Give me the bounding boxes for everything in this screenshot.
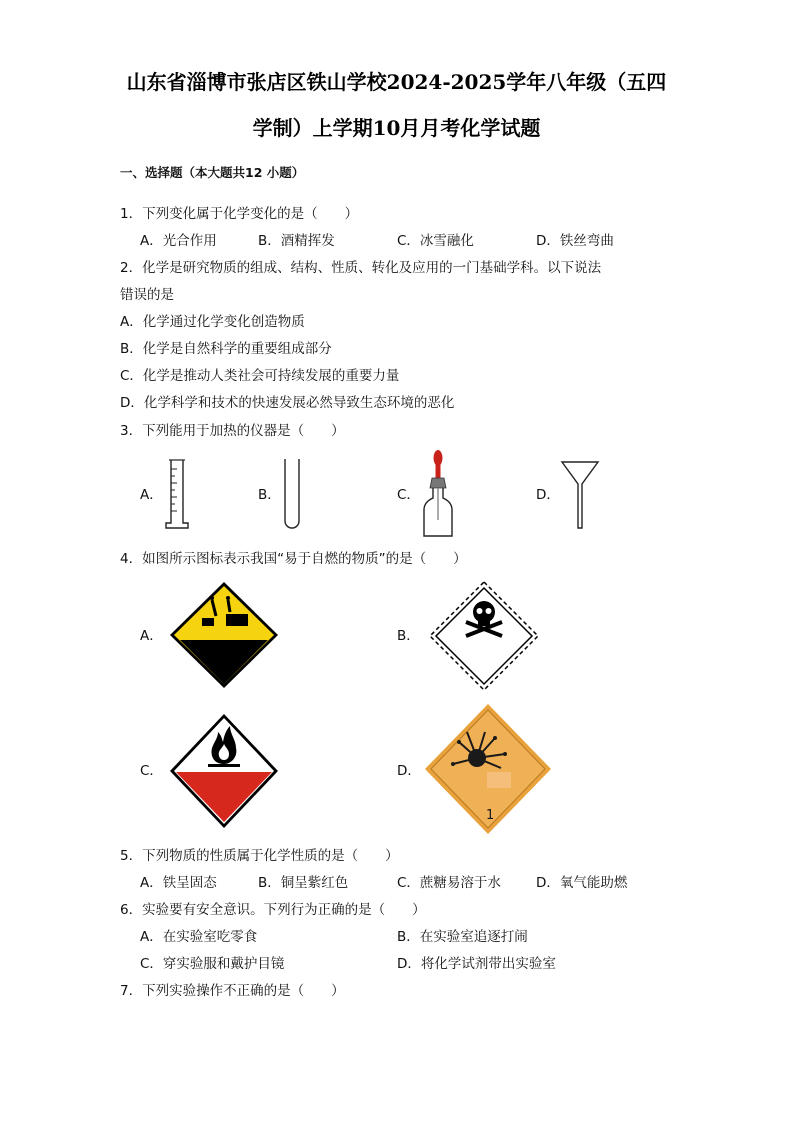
corrosive-sign-icon	[168, 580, 280, 690]
q1-option-a: A．光合作用	[140, 233, 217, 249]
q4-option-a: A．	[140, 628, 163, 644]
q2-option-a: A．化学通过化学变化创造物质	[120, 314, 305, 330]
q5-option-d: D．氧气能助燃	[536, 875, 628, 891]
q6-option-c: C．穿实验服和戴护目镜	[140, 956, 285, 972]
q1-option-c: C．冰雪融化	[397, 233, 474, 249]
q4-option-d: D．	[397, 763, 421, 779]
section-heading: 一、选择题（本大题共12 小题）	[120, 165, 305, 180]
test-tube-icon	[281, 457, 303, 532]
q3-option-b: B．	[258, 487, 281, 503]
q1-stem: 1．下列变化属于化学变化的是（ ）	[120, 206, 359, 222]
q7-stem: 7．下列实验操作不正确的是（ ）	[120, 983, 345, 999]
title-line-2: 学制）上学期10月月考化学试题	[252, 116, 541, 140]
dropper-bottle-icon	[420, 448, 456, 540]
explosive-sign-icon	[423, 702, 553, 836]
q6-option-b: B．在实验室追逐打闹	[397, 929, 528, 945]
q2-option-c: C．化学是推动人类社会可持续发展的重要力量	[120, 368, 400, 384]
q6-option-a: A．在实验室吃零食	[140, 929, 258, 945]
q3-stem: 3．下列能用于加热的仪器是（ ）	[120, 423, 345, 439]
q3-option-d: D．	[536, 487, 560, 503]
q6-stem: 6．实验要有安全意识。下列行为正确的是（ ）	[120, 902, 426, 918]
funnel-icon	[560, 460, 600, 530]
q3-option-a: A．	[140, 487, 163, 503]
q5-stem: 5．下列物质的性质属于化学性质的是（ ）	[120, 848, 399, 864]
q3-option-c: C．	[397, 487, 420, 503]
title-line-1: 山东省淄博市张店区铁山学校2024-2025学年八年级（五四	[126, 70, 667, 94]
q1-option-d: D．铁丝弯曲	[536, 233, 614, 249]
q5-option-c: C．蔗糖易溶于水	[397, 875, 501, 891]
q1-option-b: B．酒精挥发	[258, 233, 335, 249]
q6-option-d: D．将化学试剂带出实验室	[397, 956, 556, 972]
spontaneous-combustion-sign-icon	[168, 712, 280, 830]
q5-option-b: B．铜呈紫红色	[258, 875, 349, 891]
q2-option-b: B．化学是自然科学的重要组成部分	[120, 341, 332, 357]
q4-option-c: C．	[140, 763, 163, 779]
q4-stem: 4．如图所示图标表示我国“易于自燃的物质”的是（ ）	[120, 551, 467, 567]
q2-option-d: D．化学科学和技术的快速发展必然导致生态环境的恶化	[120, 395, 455, 411]
sign-d-number: 1	[486, 808, 495, 823]
q2-stem-line2: 错误的是	[120, 287, 174, 303]
q2-stem-line1: 2．化学是研究物质的组成、结构、性质、转化及应用的一门基础学科。以下说法	[120, 260, 602, 276]
graduated-cylinder-icon	[163, 457, 191, 531]
q4-option-b: B．	[397, 628, 420, 644]
toxic-sign-icon	[428, 580, 540, 692]
q5-option-a: A．铁呈固态	[140, 875, 217, 891]
